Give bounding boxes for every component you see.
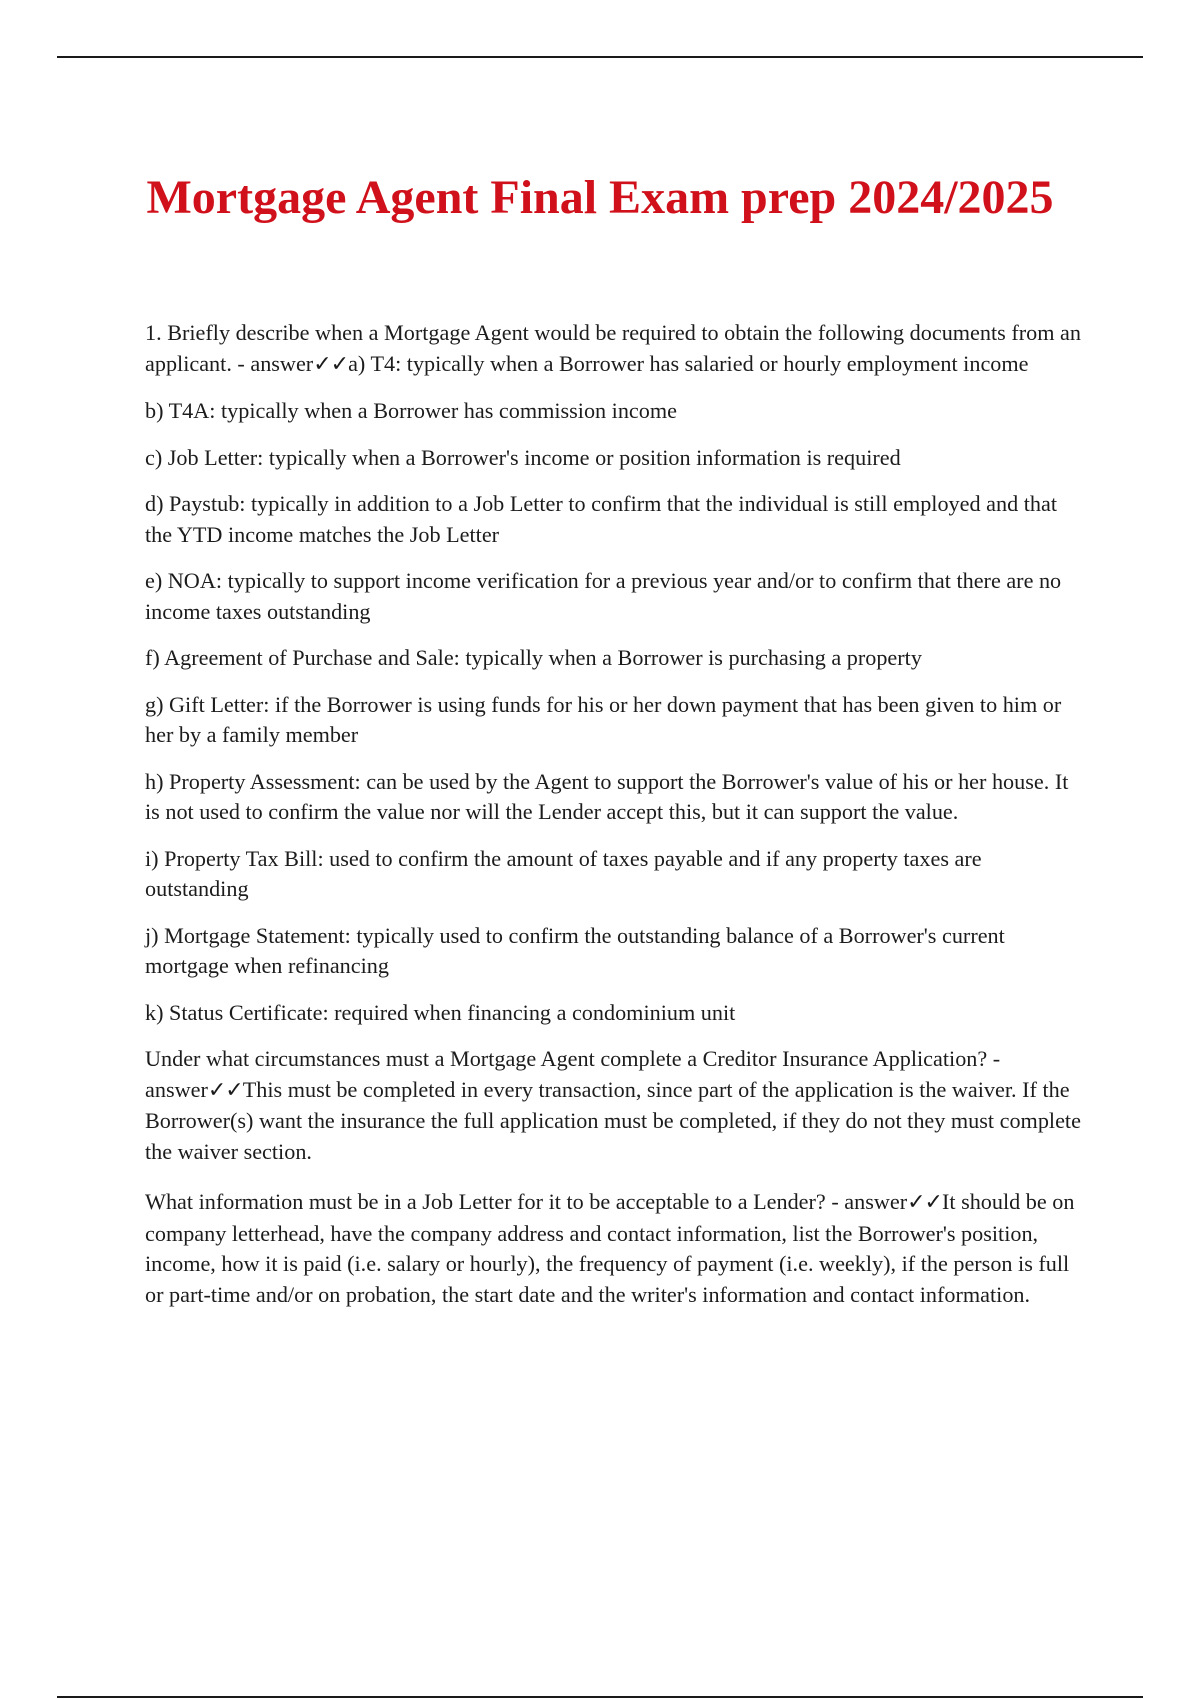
question-1-answer-a: a) T4: typically when a Borrower has salaried or hourly employment income [348, 350, 1029, 376]
answer-item-e: e) NOA: typically to support income verification for a previous year and/or to confirm that there are no income taxes outstanding [145, 568, 1062, 624]
document-title: Mortgage Agent Final Exam prep 2024/2025 [146, 171, 1054, 224]
double-check-icon: ✓✓ [907, 1190, 942, 1215]
answer-item-h: h) Property Assessment: can be used by the Agent to support the Borrower's value of his or her house. It is not used to confirm the value nor will the Lender accept this, but it can support the value. [145, 768, 1069, 824]
document-body [145, 318, 1085, 1326]
question-3-answer: It should be on company letterhead, have the company address and contact information, list the Borrower's position, income, how it is paid (i.e. salary or hourly), the frequency of payment (i.e. weekly), if the person is full or part-time and/or on probation, the start date and the writer's information and contact information. [145, 1189, 1075, 1307]
question-1-prompt: 1. Briefly describe when a Mortgage Agent would be required to obtain the following documents from an applicant. - answer [145, 320, 1081, 376]
question-3-prompt: What information must be in a Job Letter for it to be acceptable to a Lender? - answer [145, 1189, 908, 1214]
answer-item-b: b) T4A: typically when a Borrower has commission income [145, 398, 677, 423]
top-rule [57, 56, 1143, 58]
bottom-rule [57, 1696, 1143, 1698]
answer-item-g: g) Gift Letter: if the Borrower is using funds for his or her down payment that has been given to him or her by a family member [145, 691, 1062, 747]
answer-item-j: j) Mortgage Statement: typically used to confirm the outstanding balance of a Borrower's current mortgage when refinancing [145, 922, 1005, 978]
question-2 [145, 1044, 1085, 1167]
answer-item-f: f) Agreement of Purchase and Sale: typically when a Borrower is purchasing a property [145, 645, 922, 670]
answer-item-d: d) Paystub: typically in addition to a Job Letter to confirm that the individual is still employed and that the YTD income matches the Job Letter [145, 491, 1057, 547]
double-check-icon: ✓✓ [207, 1077, 243, 1103]
question-2-prompt: Under what circumstances must a Mortgage Agent complete a Creditor Insurance Application? - answer [145, 1046, 1001, 1102]
question-3 [145, 1187, 1085, 1310]
answer-item-k: k) Status Certificate: required when financing a condominium unit [145, 999, 736, 1025]
question-2-answer: This must be completed in every transaction, since part of the application is the waiver. If the Borrower(s) want the insurance the full application must be completed, if they do not they must complete the waiver section. [145, 1076, 1081, 1164]
answer-item-c: c) Job Letter: typically when a Borrower's income or position information is required [145, 444, 901, 470]
double-check-icon: ✓✓ [313, 351, 349, 377]
question-1 [145, 318, 1085, 380]
answer-item-i: i) Property Tax Bill: used to confirm the amount of taxes payable and if any property taxes are outstanding [145, 845, 982, 901]
